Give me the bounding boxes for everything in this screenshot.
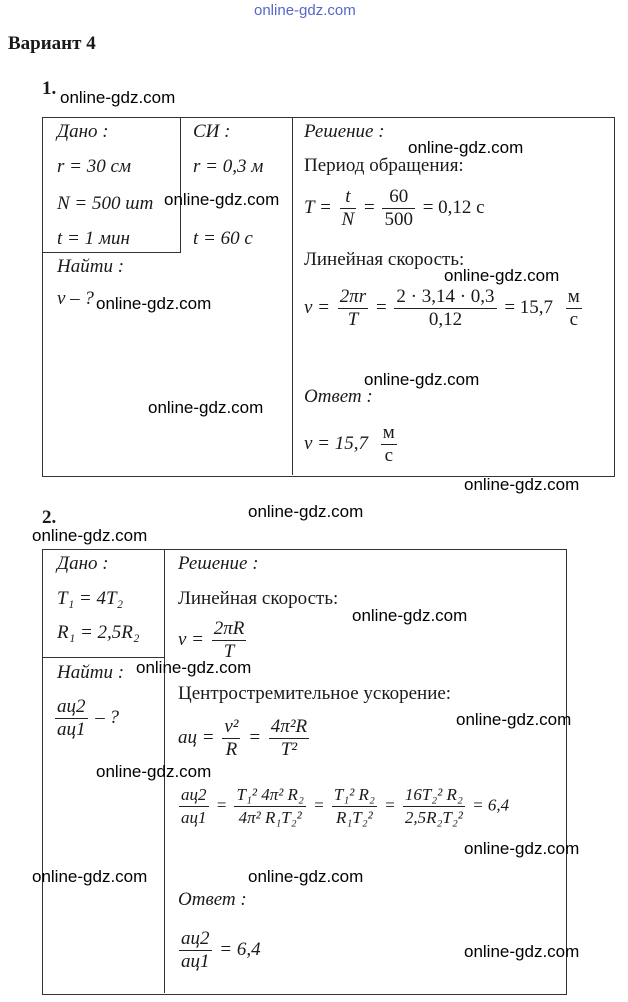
denominator: 4π² R₁T₂²	[238, 808, 302, 827]
equals: =	[248, 726, 262, 748]
task1-find-label: Найти :	[57, 256, 125, 277]
watermark: online-gdz.com	[464, 475, 580, 494]
task1-answer	[304, 422, 400, 467]
numerator: 2πr	[339, 286, 367, 307]
task1-si-1: r = 0,3 м	[193, 156, 264, 177]
numerator: 4π²R	[270, 716, 308, 737]
watermark: online-gdz.com	[96, 294, 212, 313]
numerator: t	[340, 186, 357, 209]
equals: =	[375, 296, 387, 318]
denominator: с	[384, 445, 393, 466]
denominator: aц1	[57, 719, 86, 740]
eq-lhs: T =	[304, 196, 332, 218]
answer-value: v = 15,7	[304, 432, 369, 454]
fraction	[338, 286, 368, 331]
task1-given-1: r = 30 см	[57, 156, 132, 177]
watermark: online-gdz.com	[60, 88, 176, 107]
watermark: online-gdz.com	[464, 942, 580, 961]
fraction	[55, 696, 88, 741]
denominator: T²	[280, 739, 298, 760]
equals: =	[313, 795, 325, 815]
task1-solution-label: Решение :	[304, 121, 385, 142]
watermark: online-gdz.com	[352, 606, 468, 625]
numerator: м	[382, 422, 395, 443]
denominator: aц1	[181, 808, 207, 827]
fraction	[394, 286, 496, 331]
task2-given-1: T₁ = 4T₂	[57, 588, 124, 609]
fraction	[269, 716, 309, 761]
task1-si-2: t = 60 с	[193, 228, 253, 249]
unit-fraction	[381, 422, 397, 467]
watermark: online-gdz.com	[464, 839, 580, 858]
task2-find	[52, 696, 119, 741]
task2-equation-speed	[178, 618, 249, 663]
numerator: v²	[224, 716, 239, 737]
numerator: 16T₂² R₂	[403, 784, 465, 807]
watermark: online-gdz.com	[248, 867, 364, 886]
watermark: online-gdz.com	[136, 658, 252, 677]
task1-answer-label: Ответ :	[304, 386, 373, 407]
fraction	[234, 784, 305, 829]
task2-accel-text: Центростремительное ускорение:	[178, 683, 452, 704]
denominator: R	[225, 739, 238, 760]
task1-period-text: Период обращения:	[304, 155, 464, 176]
equals: =	[384, 795, 396, 815]
task1-divider-given-si	[180, 117, 181, 253]
task2-number: 2.	[42, 507, 57, 528]
denominator: aц1	[181, 951, 210, 972]
fraction	[403, 784, 465, 829]
task2-given-label: Дано :	[57, 553, 109, 574]
fraction	[332, 784, 377, 829]
numerator: 60	[382, 186, 415, 209]
watermark: online-gdz.com	[444, 266, 560, 285]
denominator: N	[341, 209, 355, 230]
task1-divider-find	[42, 252, 180, 253]
watermark: online-gdz.com	[32, 526, 148, 545]
denominator: 500	[384, 209, 413, 230]
task1-si-label: СИ :	[193, 121, 231, 142]
watermark: online-gdz.com	[456, 710, 572, 729]
task1-equation-period	[304, 186, 485, 231]
answer-value: = 6,4	[219, 938, 261, 960]
watermark: online-gdz.com	[96, 762, 212, 781]
task1-speed-text: Линейная скорость:	[304, 249, 465, 270]
watermark: online-gdz.com	[148, 398, 264, 417]
result: = 0,12 с	[422, 196, 485, 218]
result: = 15,7	[504, 296, 554, 318]
numerator: aц2	[181, 928, 210, 949]
task1-divider-solution	[292, 117, 293, 475]
task2-speed-text: Линейная скорость:	[178, 588, 339, 609]
numerator: T₁² R₂	[332, 784, 377, 807]
watermark-top: online-gdz.com	[254, 2, 356, 19]
find-question: – ?	[95, 706, 119, 728]
fraction	[212, 618, 247, 663]
eq-lhs: aц =	[178, 726, 215, 748]
task2-answer-label: Ответ :	[178, 889, 247, 910]
denominator: 0,12	[428, 309, 463, 330]
watermark: online-gdz.com	[364, 370, 480, 389]
task1-given-2: N = 500 шт	[57, 193, 154, 214]
equals: =	[215, 795, 228, 815]
page-title: Вариант 4	[8, 33, 96, 54]
fraction	[179, 928, 212, 973]
task1-given-3: t = 1 мин	[57, 228, 130, 249]
task2-equation-ratio	[176, 784, 509, 829]
denominator: T	[347, 309, 359, 330]
equals: =	[363, 196, 375, 218]
numerator: aц2	[57, 696, 86, 717]
task2-equation-accel	[178, 716, 312, 761]
fraction	[340, 186, 357, 231]
fraction	[222, 716, 240, 761]
task2-find-label: Найти :	[57, 662, 125, 683]
unit-fraction	[566, 286, 582, 331]
fraction	[179, 784, 209, 829]
eq-lhs: v =	[304, 296, 331, 318]
denominator: T	[223, 641, 235, 662]
result: = 6,4	[472, 795, 510, 815]
task2-answer	[176, 928, 261, 973]
task2-given-2: R₁ = 2,5R₂	[57, 622, 140, 643]
numerator: 2πR	[213, 618, 245, 639]
eq-lhs: v =	[178, 628, 205, 650]
denominator: с	[569, 309, 579, 330]
watermark: online-gdz.com	[164, 190, 280, 209]
task2-solution-label: Решение :	[178, 553, 259, 574]
task1-find-value: v – ?	[57, 288, 94, 309]
fraction	[382, 186, 415, 231]
denominator: 2,5R₂T₂²	[404, 808, 463, 827]
task1-number: 1.	[42, 78, 57, 99]
watermark: online-gdz.com	[32, 867, 148, 886]
task1-equation-speed	[304, 286, 585, 331]
watermark: online-gdz.com	[408, 138, 524, 157]
numerator: м	[567, 286, 580, 307]
numerator: aц2	[179, 784, 209, 807]
task1-given-label: Дано :	[57, 121, 109, 142]
numerator: 2 · 3,14 · 0,3	[396, 286, 495, 307]
denominator: R₁T₂²	[335, 808, 373, 827]
watermark: online-gdz.com	[248, 502, 364, 521]
numerator: T₁² 4π² R₂	[234, 784, 305, 807]
